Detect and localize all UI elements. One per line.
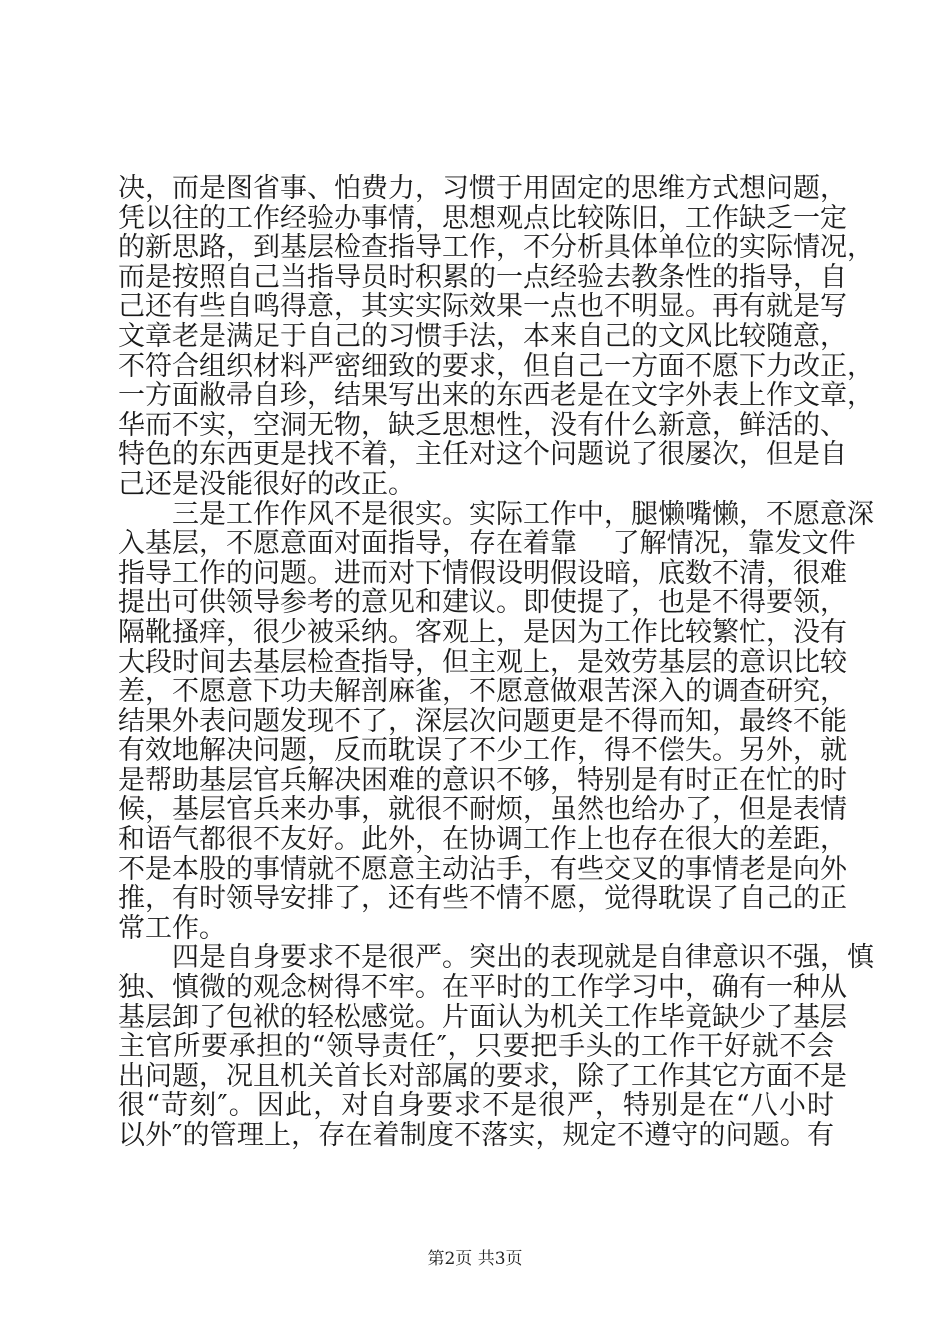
- text-line: 的新思路，到基层检查指导工作，不分析具体单位的实际情况，: [118, 232, 874, 264]
- text-line: 有效地解决问题，反而耽误了不少工作，得不偿失。另外，就: [118, 735, 847, 767]
- text-line: 很“苛刻″。因此，对自身要求不是很严，特别是在“八小时: [118, 1090, 834, 1122]
- text-line: 是帮助基层官兵解决困难的意识不够，特别是有时正在忙的时: [118, 764, 847, 796]
- text-line: 指导工作的问题。进而对下情假设明假设暗，底数不清，很难: [118, 557, 847, 589]
- text-line: 差，不愿意下功夫解剖麻雀，不愿意做艰苦深入的调查研究，: [118, 676, 847, 708]
- document-body: [118, 173, 874, 1151]
- text-line: 大段时间去基层检查指导，但主观上，是效劳基层的意识比较: [118, 646, 847, 678]
- text-line: 结果外表问题发现不了，深层次问题更是不得而知，最终不能: [118, 705, 847, 737]
- text-line: 特色的东西更是找不着，主任对这个问题说了很屡次，但是自: [118, 439, 847, 471]
- text-line: 华而不实，空洞无物，缺乏思想性，没有什么新意，鲜活的、: [118, 409, 847, 441]
- text-line: 常工作。: [118, 912, 226, 944]
- text-line: 推，有时领导安排了，还有些不情不愿，觉得耽误了自己的正: [118, 883, 847, 915]
- text-line: 和语气都很不友好。此外，在协调工作上也存在很大的差距，: [118, 824, 847, 856]
- text-line: 决，而是图省事、怕费力，习惯于用固定的思维方式想问题，: [118, 173, 847, 204]
- paragraph: [118, 498, 874, 944]
- paragraph: [118, 942, 874, 1151]
- text-line: 主官所要承担的“领导责任″，只要把手头的工作干好就不会: [118, 1031, 834, 1063]
- page-footer: 第2页 共3页: [427, 1249, 523, 1269]
- text-line: 三是工作作风不是很实。实际工作中，腿懒嘴懒，不愿意深: [172, 498, 874, 530]
- text-line: 入基层，不愿意面对面指导，存在着靠 了解情况，靠发文件: [118, 528, 856, 560]
- text-line: 出问题，况且机关首长对部属的要求，除了工作其它方面不是: [118, 1060, 847, 1092]
- text-line: 己还是没能很好的改正。: [118, 468, 415, 500]
- text-line: 提出可供领导参考的意见和建议。即使提了，也是不得要领，: [118, 587, 847, 619]
- paragraph: [118, 173, 874, 500]
- text-line: 不符合组织材料严密细致的要求，但自己一方面不愿下力改正，: [118, 350, 874, 382]
- text-line: 隔靴搔痒，很少被采纳。客观上，是因为工作比较繁忙，没有: [118, 616, 847, 648]
- text-line: 基层卸了包袱的轻松感觉。片面认为机关工作毕竟缺少了基层: [118, 1001, 847, 1033]
- text-line: 己还有些自鸣得意，其实实际效果一点也不明显。再有就是写: [118, 291, 847, 323]
- text-line: 不是本股的事情就不愿意主动沾手，有些交叉的事情老是向外: [118, 853, 847, 885]
- text-line: 候，基层官兵来办事，就很不耐烦，虽然也给办了，但是表情: [118, 794, 847, 826]
- text-line: 而是按照自己当指导员时积累的一点经验去教条性的指导，自: [118, 261, 847, 293]
- text-line: 文章老是满足于自己的习惯手法，本来自己的文风比较随意，: [118, 320, 847, 352]
- text-line: 以外″的管理上，存在着制度不落实，规定不遵守的问题。有: [118, 1120, 834, 1151]
- text-line: 一方面敝帚自珍，结果写出来的东西老是在文字外表上作文章，: [118, 380, 874, 412]
- text-line: 四是自身要求不是很严。突出的表现就是自律意识不强，慎: [172, 942, 874, 974]
- text-line: 独、慎微的观念树得不牢。在平时的工作学习中，确有一种从: [118, 972, 847, 1004]
- text-line: 凭以往的工作经验办事情，思想观点比较陈旧，工作缺乏一定: [118, 202, 847, 234]
